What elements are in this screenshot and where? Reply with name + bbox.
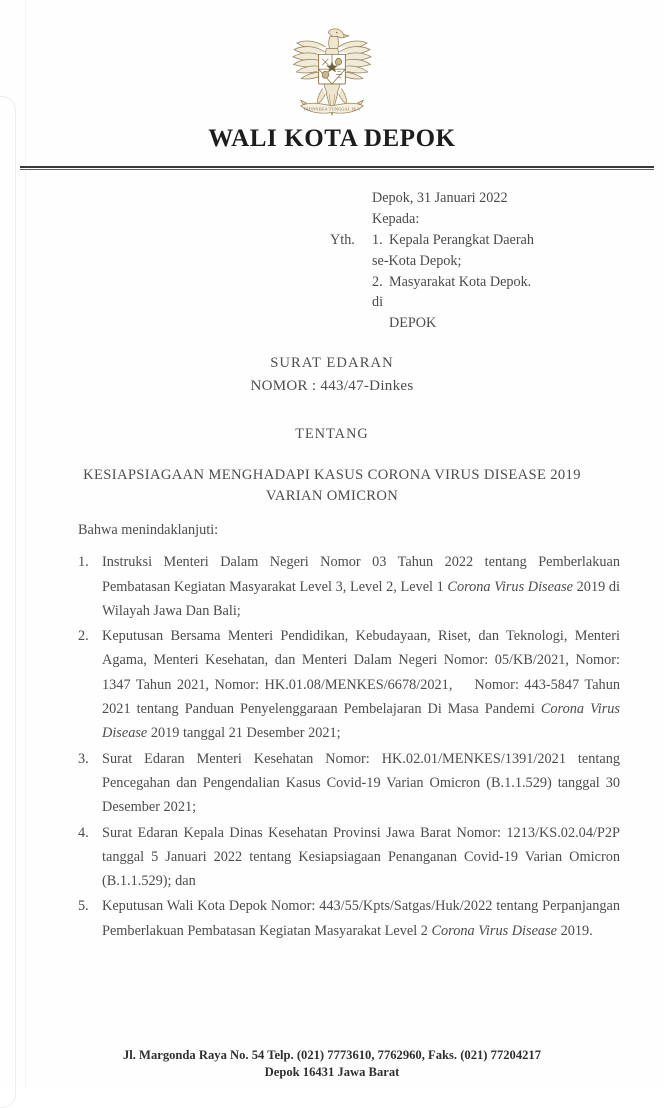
letterhead	[0, 22, 664, 152]
list-item-text: Surat Edaran Kepala Dinas Kesehatan Provinsi Jawa Barat Nomor: 1213/KS.02.04/P2P tanggal 5 Januari 2022 tentang Kesiapsiagaan Penanganan Covid-19 Varian Omicron (B.1.1.529); dan	[102, 824, 620, 890]
body-intro: Bahwa menindaklanjuti:	[78, 522, 219, 538]
document-number: NOMOR : 443/47-Dinkes	[250, 377, 414, 394]
recipient-line: Kepala Perangkat Daerah	[389, 231, 534, 248]
yth-row	[330, 230, 534, 334]
document-subject-line-2: VARIAN OMICRON	[265, 488, 399, 505]
list-item-number: 2.	[78, 628, 89, 645]
recipient-line: Masyarakat Kota Depok.	[389, 273, 532, 290]
garuda-pancasila-emblem	[284, 22, 380, 122]
di-city: DEPOK	[389, 315, 437, 332]
list-item	[372, 272, 534, 293]
page-title: WALI KOTA DEPOK	[208, 125, 456, 152]
footer-address	[0, 1047, 664, 1080]
footer-line-1: Jl. Margonda Raya No. 54 Telp. (021) 7773610, 7762960, Faks. (021) 77204217	[122, 1048, 542, 1063]
list-item-text: Surat Edaran Menteri Kesehatan Nomor: HK.02.01/MENKES/1391/2021 tentang Pencegahan dan Pengendalian Kasus Covid-19 Varian Omicron (B.1.1.529) tanggal 30 Desember 2021;	[102, 750, 620, 816]
recipient-list	[372, 230, 534, 334]
list-item	[78, 747, 620, 820]
scan-edge-line-artifact	[25, 0, 26, 1088]
recipient-sub-line: se-Kota Depok;	[372, 252, 462, 269]
considerations-list	[78, 550, 620, 943]
recipient-number: 1.	[372, 231, 383, 248]
kepada-label: Kepada:	[372, 210, 420, 227]
addressee-block	[330, 188, 534, 334]
list-item	[78, 550, 620, 623]
header-divider	[20, 166, 654, 172]
list-item-number: 4.	[78, 824, 89, 841]
recipient-number: 2.	[372, 273, 383, 290]
document-subject	[0, 465, 664, 507]
document-title-block	[0, 352, 664, 507]
di-label: di	[372, 294, 384, 311]
svg-text:BHINNEKA TUNGGAL IKA: BHINNEKA TUNGGAL IKA	[304, 106, 360, 112]
list-item	[78, 894, 620, 943]
list-item-text: Instruksi Menteri Dalam Negeri Nomor 03 Tahun 2022 tentang Pemberlakuan Pembatasan Kegiatan Masyarakat Level 3, Level 2, Level 1 Corona Virus Disease 2019 di Wilayah Jawa Dan Bali;	[102, 554, 620, 619]
list-item-number: 5.	[78, 898, 89, 915]
footer-line-2: Depok 16431 Jawa Barat	[264, 1064, 400, 1079]
yth-label: Yth.	[330, 231, 355, 248]
list-item	[78, 624, 620, 745]
tentang-label: TENTANG	[295, 425, 369, 442]
list-item-text: Keputusan Bersama Menteri Pendidikan, Kebudayaan, Riset, dan Teknologi, Menteri Agama, Menteri Kesehatan, dan Menteri Dalam Negeri Nomor: 05/KB/2021, Nomor: 1347 Tahun 2021, Nomor: HK.01.08/MENKES/6678/2021, Nomor: 443-5847 Tahun 2021 tentang Panduan Penyelenggaraan Pembelajaran Di Masa Pandemi Corona Virus Disease 2019 tanggal 21 Desember 2021;	[102, 628, 620, 742]
list-item-number: 1.	[78, 554, 89, 571]
scan-edge-artifact	[0, 96, 16, 1108]
document-body	[78, 518, 620, 944]
list-item-text: Keputusan Wali Kota Depok Nomor: 443/55/Kpts/Satgas/Huk/2022 tentang Perpanjangan Pemberlakuan Pembatasan Kegiatan Masyarakat Level 2 Corona Virus Disease 2019.	[102, 898, 620, 939]
list-item-number: 3.	[78, 750, 89, 767]
list-item	[78, 821, 620, 894]
document-subject-line-1: KESIAPSIAGAAN MENGHADAPI KASUS CORONA VIRUS DISEASE 2019	[83, 466, 581, 483]
document-type: SURAT EDARAN	[270, 355, 394, 371]
place-and-date: Depok, 31 Januari 2022	[372, 190, 508, 206]
list-item	[372, 230, 534, 251]
